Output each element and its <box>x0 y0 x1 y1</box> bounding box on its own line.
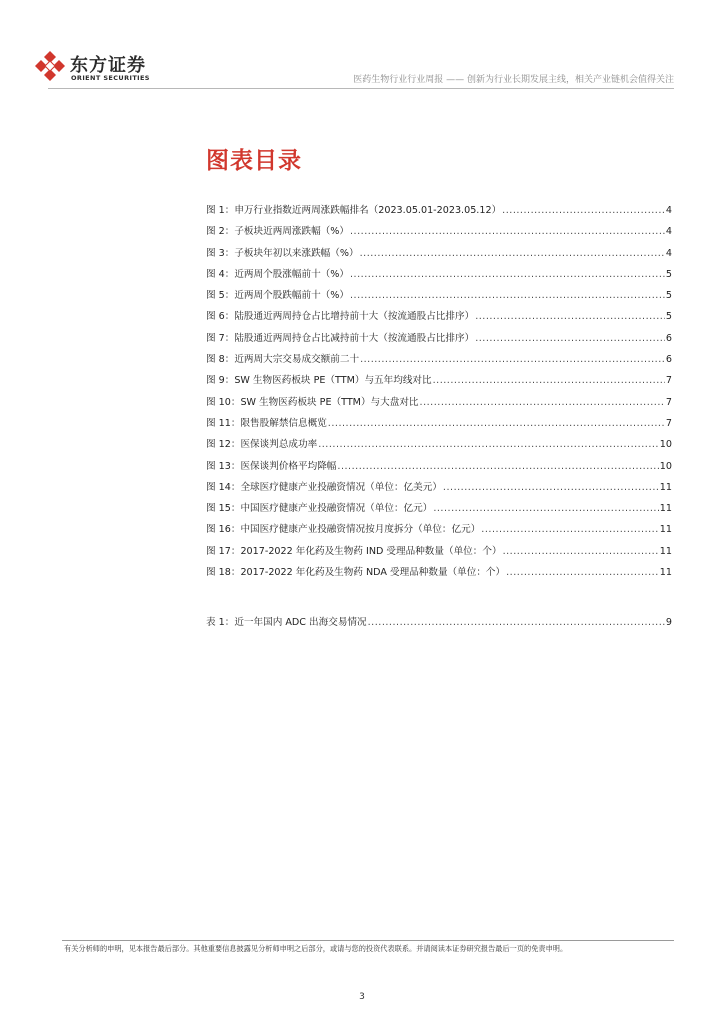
orient-securities-logo-icon <box>34 50 66 82</box>
toc-entry[interactable] <box>206 372 672 393</box>
toc-entry-page: 11 <box>659 524 672 536</box>
toc-dot-leader <box>475 311 665 322</box>
toc-dot-leader <box>360 354 665 365</box>
toc-entry-title: 图 6：陆股通近两周持仓占比增持前十大（按流通股占比排序） <box>206 311 475 323</box>
toc-entry[interactable] <box>206 308 672 329</box>
footer-disclaimer: 有关分析师的申明，见本报告最后部分。其他重要信息披露见分析师申明之后部分，或请与您的投资代表联系。并请阅读本证券研究报告最后一页的免责申明。 <box>64 944 568 953</box>
toc-entry[interactable] <box>206 266 672 287</box>
toc-entry-page: 5 <box>665 290 672 302</box>
toc-entry-title: 图 1：申万行业指数近两周涨跌幅排名（2023.05.01-2023.05.12） <box>206 205 502 216</box>
toc-entry[interactable] <box>206 564 672 585</box>
toc-entry-title: 图 12：医保谈判总成功率 <box>206 439 318 451</box>
toc-entry-title: 图 16：中国医疗健康产业投融资情况按月度拆分（单位：亿元） <box>206 524 481 536</box>
company-logo <box>34 50 164 84</box>
toc-dot-leader <box>368 617 665 628</box>
toc-entry[interactable] <box>206 223 672 244</box>
header-divider <box>48 88 674 89</box>
toc-dot-leader <box>328 418 665 429</box>
toc-dot-leader <box>350 290 665 301</box>
toc-dot-leader <box>475 333 665 344</box>
toc-entry[interactable] <box>206 521 672 542</box>
toc-entry[interactable] <box>206 351 672 372</box>
table-list <box>206 614 672 635</box>
toc-dot-leader <box>443 482 659 493</box>
toc-entry[interactable] <box>206 436 672 457</box>
page-header <box>0 0 724 92</box>
page-number: 3 <box>359 992 365 1002</box>
toc-entry-page: 11 <box>659 503 672 515</box>
toc-entry[interactable] <box>206 458 672 479</box>
toc-entry-title: 表 1：近一年国内 ADC 出海交易情况 <box>206 617 367 628</box>
company-name-en: ORIENT SECURITIES <box>71 74 150 82</box>
toc-entry-page: 11 <box>659 567 672 579</box>
toc-entry-title: 图 10：SW 生物医药板块 PE（TTM）与大盘对比 <box>206 396 419 408</box>
toc-dot-leader <box>481 524 658 535</box>
toc-entry[interactable] <box>206 394 672 415</box>
toc-dot-leader <box>433 503 658 514</box>
toc-heading: 图表目录 <box>206 148 302 174</box>
toc-entry-title: 图 5：近两周个股跌幅前十（%） <box>206 290 349 302</box>
toc-entry[interactable] <box>206 287 672 308</box>
toc-entry[interactable] <box>206 245 672 266</box>
toc-entry-page: 11 <box>659 481 672 493</box>
toc-entry[interactable] <box>206 330 672 351</box>
toc-dot-leader <box>503 546 659 557</box>
toc-entry-title: 图 2：子板块近两周涨跌幅（%） <box>206 226 349 238</box>
toc-entry-page: 10 <box>659 439 672 451</box>
toc-dot-leader <box>502 205 665 216</box>
toc-entry-page: 10 <box>659 460 672 472</box>
toc-entry-page: 4 <box>665 205 672 216</box>
toc-entry[interactable] <box>206 479 672 500</box>
toc-dot-leader <box>420 397 665 408</box>
toc-entry-page: 4 <box>665 247 672 259</box>
toc-entry[interactable] <box>206 614 672 635</box>
toc-entry-page: 7 <box>665 375 672 387</box>
footer-divider <box>62 940 674 941</box>
toc-entry-page: 7 <box>665 396 672 408</box>
company-name-cn: 东方证券 <box>70 55 146 76</box>
toc-dot-leader <box>360 248 665 259</box>
toc-entry-page: 5 <box>665 268 672 280</box>
toc-entry-title: 图 7：陆股通近两周持仓占比减持前十大（按流通股占比排序） <box>206 332 475 344</box>
figure-list <box>206 202 672 585</box>
toc-entry-page: 5 <box>665 311 672 323</box>
toc-entry[interactable] <box>206 202 672 223</box>
toc-entry-title: 图 11：限售股解禁信息概览 <box>206 417 327 429</box>
toc-entry-title: 图 18：2017-2022 年化药及生物药 NDA 受理品种数量（单位：个） <box>206 567 506 579</box>
toc-entry-page: 7 <box>665 417 672 429</box>
toc-entry[interactable] <box>206 500 672 521</box>
toc-entry-page: 9 <box>665 617 672 628</box>
report-title: 医药生物行业行业周报 —— 创新为行业长期发展主线，相关产业链机会值得关注 <box>353 75 674 85</box>
toc-dot-leader <box>350 269 665 280</box>
toc-entry-title: 图 4：近两周个股涨幅前十（%） <box>206 268 349 280</box>
toc-entry-page: 4 <box>665 226 672 238</box>
toc-entry-page: 6 <box>665 332 672 344</box>
toc-entry-page: 11 <box>659 545 672 557</box>
toc-entry[interactable] <box>206 415 672 436</box>
toc-entry[interactable] <box>206 543 672 564</box>
toc-dot-leader <box>433 375 665 386</box>
toc-entry-title: 图 3：子板块年初以来涨跌幅（%） <box>206 247 359 259</box>
toc-dot-leader <box>350 226 665 237</box>
toc-entry-title: 图 13：医保谈判价格平均降幅 <box>206 460 337 472</box>
toc-entry-title: 图 9：SW 生物医药板块 PE（TTM）与五年均线对比 <box>206 375 432 387</box>
toc-dot-leader <box>506 567 659 578</box>
toc-entry-title: 图 17：2017-2022 年化药及生物药 IND 受理品种数量（单位：个） <box>206 545 502 557</box>
toc-entry-title: 图 8：近两周大宗交易成交额前二十 <box>206 354 360 366</box>
toc-dot-leader <box>337 461 658 472</box>
toc-dot-leader <box>318 439 659 450</box>
toc-entry-title: 图 14：全球医疗健康产业投融资情况（单位：亿美元） <box>206 481 442 493</box>
toc-entry-page: 6 <box>665 354 672 366</box>
toc-entry-title: 图 15：中国医疗健康产业投融资情况（单位：亿元） <box>206 503 433 515</box>
